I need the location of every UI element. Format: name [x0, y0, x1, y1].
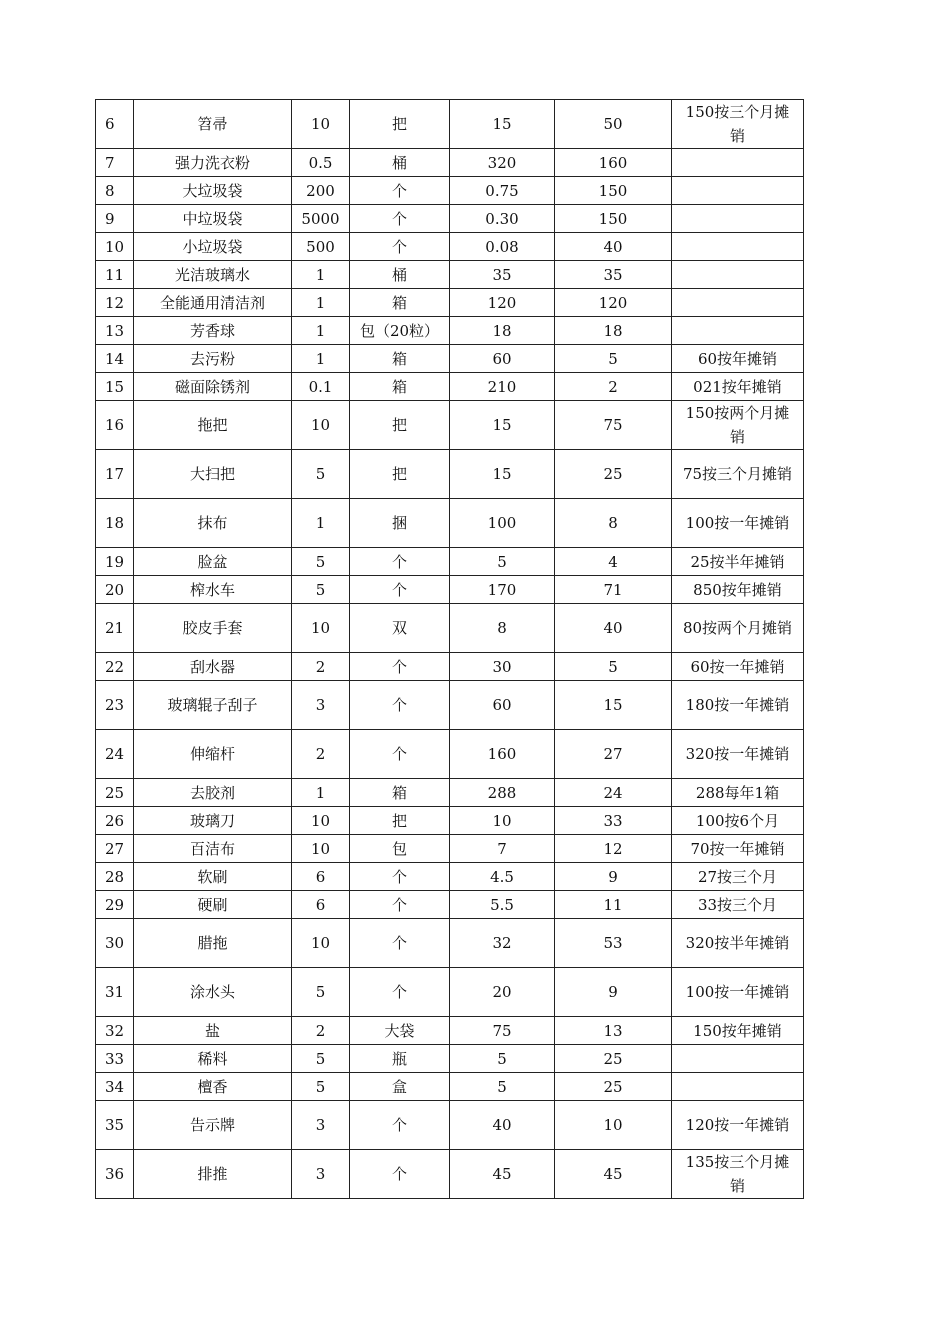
table-row — [96, 373, 804, 401]
item-name-cell: 强力洗衣粉 — [134, 149, 292, 177]
amount-cell: 75 — [555, 401, 672, 450]
item-name-cell: 榨水车 — [134, 576, 292, 604]
unit-cell: 把 — [350, 401, 450, 450]
unit-price-cell: 60 — [450, 345, 555, 373]
unit-cell: 箱 — [350, 289, 450, 317]
unit-price-cell: 288 — [450, 779, 555, 807]
row-number-cell: 12 — [96, 289, 134, 317]
table-body — [96, 100, 804, 1199]
row-number-cell: 14 — [96, 345, 134, 373]
remark-cell: 100按6个月 — [672, 807, 804, 835]
remark-cell — [672, 317, 804, 345]
unit-price-cell: 100 — [450, 499, 555, 548]
table-row — [96, 1150, 804, 1199]
amount-cell: 150 — [555, 205, 672, 233]
table-row — [96, 345, 804, 373]
unit-price-cell: 75 — [450, 1017, 555, 1045]
item-name-cell: 告示牌 — [134, 1101, 292, 1150]
item-name-cell: 百洁布 — [134, 835, 292, 863]
quantity-cell: 500 — [292, 233, 350, 261]
table-row — [96, 261, 804, 289]
unit-cell: 个 — [350, 233, 450, 261]
table-row — [96, 177, 804, 205]
quantity-cell: 200 — [292, 177, 350, 205]
table-row — [96, 730, 804, 779]
item-name-cell: 玻璃辊子刮子 — [134, 681, 292, 730]
table-row — [96, 499, 804, 548]
table-row — [96, 1101, 804, 1150]
row-number-cell: 7 — [96, 149, 134, 177]
row-number-cell: 27 — [96, 835, 134, 863]
row-number-cell: 23 — [96, 681, 134, 730]
quantity-cell: 0.1 — [292, 373, 350, 401]
table-row — [96, 604, 804, 653]
unit-price-cell: 5.5 — [450, 891, 555, 919]
table-row — [96, 653, 804, 681]
table-row — [96, 681, 804, 730]
unit-cell: 盒 — [350, 1073, 450, 1101]
quantity-cell: 1 — [292, 499, 350, 548]
quantity-cell: 6 — [292, 891, 350, 919]
unit-cell: 箱 — [350, 373, 450, 401]
item-name-cell: 胶皮手套 — [134, 604, 292, 653]
remark-cell — [672, 261, 804, 289]
quantity-cell: 1 — [292, 289, 350, 317]
remark-cell: 180按一年摊销 — [672, 681, 804, 730]
unit-cell: 包（20粒） — [350, 317, 450, 345]
table-row — [96, 863, 804, 891]
remark-cell: 60按年摊销 — [672, 345, 804, 373]
table-row — [96, 317, 804, 345]
unit-cell: 个 — [350, 968, 450, 1017]
quantity-cell: 3 — [292, 1101, 350, 1150]
table-row — [96, 548, 804, 576]
amount-cell: 9 — [555, 968, 672, 1017]
row-number-cell: 20 — [96, 576, 134, 604]
quantity-cell: 10 — [292, 604, 350, 653]
item-name-cell: 涂水头 — [134, 968, 292, 1017]
amount-cell: 5 — [555, 345, 672, 373]
unit-cell: 个 — [350, 863, 450, 891]
amount-cell: 25 — [555, 450, 672, 499]
item-name-cell: 伸缩杆 — [134, 730, 292, 779]
unit-cell: 个 — [350, 1150, 450, 1199]
remark-cell: 100按一年摊销 — [672, 968, 804, 1017]
remark-cell — [672, 205, 804, 233]
quantity-cell: 1 — [292, 317, 350, 345]
remark-cell: 135按三个月摊销 — [672, 1150, 804, 1199]
quantity-cell: 1 — [292, 779, 350, 807]
row-number-cell: 15 — [96, 373, 134, 401]
unit-price-cell: 45 — [450, 1150, 555, 1199]
quantity-cell: 10 — [292, 807, 350, 835]
unit-price-cell: 20 — [450, 968, 555, 1017]
table-row — [96, 149, 804, 177]
item-name-cell: 刮水器 — [134, 653, 292, 681]
table-row — [96, 919, 804, 968]
row-number-cell: 8 — [96, 177, 134, 205]
remark-cell: 021按年摊销 — [672, 373, 804, 401]
item-name-cell: 软刷 — [134, 863, 292, 891]
table-row — [96, 205, 804, 233]
item-name-cell: 稀料 — [134, 1045, 292, 1073]
remark-cell: 70按一年摊销 — [672, 835, 804, 863]
table-row — [96, 401, 804, 450]
unit-cell: 个 — [350, 919, 450, 968]
remark-cell: 27按三个月 — [672, 863, 804, 891]
unit-cell: 个 — [350, 205, 450, 233]
amount-cell: 18 — [555, 317, 672, 345]
remark-cell: 100按一年摊销 — [672, 499, 804, 548]
unit-price-cell: 18 — [450, 317, 555, 345]
unit-price-cell: 5 — [450, 1045, 555, 1073]
amount-cell: 25 — [555, 1073, 672, 1101]
amount-cell: 40 — [555, 233, 672, 261]
unit-cell: 把 — [350, 100, 450, 149]
table-row — [96, 450, 804, 499]
amount-cell: 53 — [555, 919, 672, 968]
unit-cell: 桶 — [350, 149, 450, 177]
unit-price-cell: 15 — [450, 100, 555, 149]
item-name-cell: 小垃圾袋 — [134, 233, 292, 261]
row-number-cell: 16 — [96, 401, 134, 450]
item-name-cell: 腊拖 — [134, 919, 292, 968]
table-row — [96, 576, 804, 604]
row-number-cell: 22 — [96, 653, 134, 681]
row-number-cell: 26 — [96, 807, 134, 835]
row-number-cell: 29 — [96, 891, 134, 919]
amount-cell: 71 — [555, 576, 672, 604]
remark-cell: 150按三个月摊销 — [672, 100, 804, 149]
item-name-cell: 大垃圾袋 — [134, 177, 292, 205]
row-number-cell: 28 — [96, 863, 134, 891]
row-number-cell: 13 — [96, 317, 134, 345]
unit-price-cell: 160 — [450, 730, 555, 779]
row-number-cell: 36 — [96, 1150, 134, 1199]
remark-cell: 75按三个月摊销 — [672, 450, 804, 499]
remark-cell: 320按半年摊销 — [672, 919, 804, 968]
amount-cell: 150 — [555, 177, 672, 205]
unit-price-cell: 32 — [450, 919, 555, 968]
table-row — [96, 891, 804, 919]
amount-cell: 8 — [555, 499, 672, 548]
item-name-cell: 去胶剂 — [134, 779, 292, 807]
unit-cell: 包 — [350, 835, 450, 863]
amount-cell: 10 — [555, 1101, 672, 1150]
unit-cell: 个 — [350, 891, 450, 919]
unit-price-cell: 4.5 — [450, 863, 555, 891]
unit-price-cell: 35 — [450, 261, 555, 289]
quantity-cell: 10 — [292, 401, 350, 450]
amount-cell: 120 — [555, 289, 672, 317]
item-name-cell: 拖把 — [134, 401, 292, 450]
quantity-cell: 6 — [292, 863, 350, 891]
amount-cell: 9 — [555, 863, 672, 891]
amount-cell: 35 — [555, 261, 672, 289]
unit-price-cell: 40 — [450, 1101, 555, 1150]
unit-price-cell: 0.08 — [450, 233, 555, 261]
quantity-cell: 5 — [292, 450, 350, 499]
amount-cell: 2 — [555, 373, 672, 401]
amount-cell: 13 — [555, 1017, 672, 1045]
table-row — [96, 1045, 804, 1073]
item-name-cell: 芳香球 — [134, 317, 292, 345]
remark-cell — [672, 233, 804, 261]
unit-cell: 双 — [350, 604, 450, 653]
row-number-cell: 6 — [96, 100, 134, 149]
quantity-cell: 1 — [292, 261, 350, 289]
item-name-cell: 笤帚 — [134, 100, 292, 149]
row-number-cell: 10 — [96, 233, 134, 261]
unit-price-cell: 15 — [450, 450, 555, 499]
table-row — [96, 233, 804, 261]
unit-price-cell: 5 — [450, 1073, 555, 1101]
item-name-cell: 中垃圾袋 — [134, 205, 292, 233]
item-name-cell: 檀香 — [134, 1073, 292, 1101]
unit-price-cell: 170 — [450, 576, 555, 604]
table-row — [96, 1017, 804, 1045]
remark-cell: 60按一年摊销 — [672, 653, 804, 681]
unit-cell: 箱 — [350, 345, 450, 373]
table-row — [96, 779, 804, 807]
item-name-cell: 抹布 — [134, 499, 292, 548]
amount-cell: 33 — [555, 807, 672, 835]
remark-cell: 80按两个月摊销 — [672, 604, 804, 653]
unit-cell: 个 — [350, 548, 450, 576]
remark-cell: 120按一年摊销 — [672, 1101, 804, 1150]
unit-price-cell: 5 — [450, 548, 555, 576]
quantity-cell: 5 — [292, 548, 350, 576]
row-number-cell: 11 — [96, 261, 134, 289]
unit-cell: 个 — [350, 681, 450, 730]
row-number-cell: 24 — [96, 730, 134, 779]
item-name-cell: 盐 — [134, 1017, 292, 1045]
unit-price-cell: 0.75 — [450, 177, 555, 205]
remark-cell: 320按一年摊销 — [672, 730, 804, 779]
remark-cell — [672, 1045, 804, 1073]
item-name-cell: 大扫把 — [134, 450, 292, 499]
row-number-cell: 35 — [96, 1101, 134, 1150]
amount-cell: 5 — [555, 653, 672, 681]
unit-cell: 个 — [350, 653, 450, 681]
remark-cell: 850按年摊销 — [672, 576, 804, 604]
unit-price-cell: 320 — [450, 149, 555, 177]
quantity-cell: 10 — [292, 100, 350, 149]
table-row — [96, 968, 804, 1017]
item-name-cell: 排推 — [134, 1150, 292, 1199]
row-number-cell: 18 — [96, 499, 134, 548]
amount-cell: 27 — [555, 730, 672, 779]
quantity-cell: 3 — [292, 681, 350, 730]
table-row — [96, 1073, 804, 1101]
unit-cell: 个 — [350, 576, 450, 604]
quantity-cell: 5 — [292, 968, 350, 1017]
row-number-cell: 25 — [96, 779, 134, 807]
remark-cell — [672, 177, 804, 205]
remark-cell: 150按年摊销 — [672, 1017, 804, 1045]
amount-cell: 45 — [555, 1150, 672, 1199]
unit-price-cell: 0.30 — [450, 205, 555, 233]
row-number-cell: 31 — [96, 968, 134, 1017]
unit-price-cell: 60 — [450, 681, 555, 730]
unit-price-cell: 210 — [450, 373, 555, 401]
remark-cell: 25按半年摊销 — [672, 548, 804, 576]
table-row — [96, 807, 804, 835]
row-number-cell: 32 — [96, 1017, 134, 1045]
quantity-cell: 2 — [292, 1017, 350, 1045]
amount-cell: 11 — [555, 891, 672, 919]
unit-cell: 个 — [350, 177, 450, 205]
quantity-cell: 2 — [292, 730, 350, 779]
unit-cell: 桶 — [350, 261, 450, 289]
amount-cell: 160 — [555, 149, 672, 177]
row-number-cell: 34 — [96, 1073, 134, 1101]
item-name-cell: 硬刷 — [134, 891, 292, 919]
quantity-cell: 3 — [292, 1150, 350, 1199]
unit-price-cell: 10 — [450, 807, 555, 835]
unit-cell: 箱 — [350, 779, 450, 807]
quantity-cell: 10 — [292, 919, 350, 968]
table-row — [96, 100, 804, 149]
unit-cell: 把 — [350, 807, 450, 835]
quantity-cell: 0.5 — [292, 149, 350, 177]
unit-cell: 捆 — [350, 499, 450, 548]
unit-price-cell: 8 — [450, 604, 555, 653]
amount-cell: 15 — [555, 681, 672, 730]
remark-cell — [672, 289, 804, 317]
item-name-cell: 玻璃刀 — [134, 807, 292, 835]
unit-cell: 把 — [350, 450, 450, 499]
item-name-cell: 全能通用清洁剂 — [134, 289, 292, 317]
item-name-cell: 脸盆 — [134, 548, 292, 576]
amount-cell: 40 — [555, 604, 672, 653]
remark-cell: 33按三个月 — [672, 891, 804, 919]
row-number-cell: 33 — [96, 1045, 134, 1073]
remark-cell: 288每年1箱 — [672, 779, 804, 807]
remark-cell: 150按两个月摊销 — [672, 401, 804, 450]
unit-cell: 大袋 — [350, 1017, 450, 1045]
item-name-cell: 去污粉 — [134, 345, 292, 373]
remark-cell — [672, 149, 804, 177]
row-number-cell: 30 — [96, 919, 134, 968]
item-name-cell: 光洁玻璃水 — [134, 261, 292, 289]
table-row — [96, 289, 804, 317]
unit-price-cell: 120 — [450, 289, 555, 317]
quantity-cell: 2 — [292, 653, 350, 681]
unit-cell: 瓶 — [350, 1045, 450, 1073]
table-row — [96, 835, 804, 863]
amount-cell: 25 — [555, 1045, 672, 1073]
quantity-cell: 5 — [292, 576, 350, 604]
row-number-cell: 9 — [96, 205, 134, 233]
row-number-cell: 21 — [96, 604, 134, 653]
remark-cell — [672, 1073, 804, 1101]
amount-cell: 50 — [555, 100, 672, 149]
supplies-table — [95, 99, 804, 1199]
row-number-cell: 17 — [96, 450, 134, 499]
unit-price-cell: 30 — [450, 653, 555, 681]
item-name-cell: 磁面除锈剂 — [134, 373, 292, 401]
unit-price-cell: 15 — [450, 401, 555, 450]
amount-cell: 4 — [555, 548, 672, 576]
quantity-cell: 10 — [292, 835, 350, 863]
quantity-cell: 5 — [292, 1073, 350, 1101]
amount-cell: 24 — [555, 779, 672, 807]
unit-cell: 个 — [350, 1101, 450, 1150]
unit-cell: 个 — [350, 730, 450, 779]
unit-price-cell: 7 — [450, 835, 555, 863]
quantity-cell: 1 — [292, 345, 350, 373]
quantity-cell: 5 — [292, 1045, 350, 1073]
amount-cell: 12 — [555, 835, 672, 863]
row-number-cell: 19 — [96, 548, 134, 576]
quantity-cell: 5000 — [292, 205, 350, 233]
